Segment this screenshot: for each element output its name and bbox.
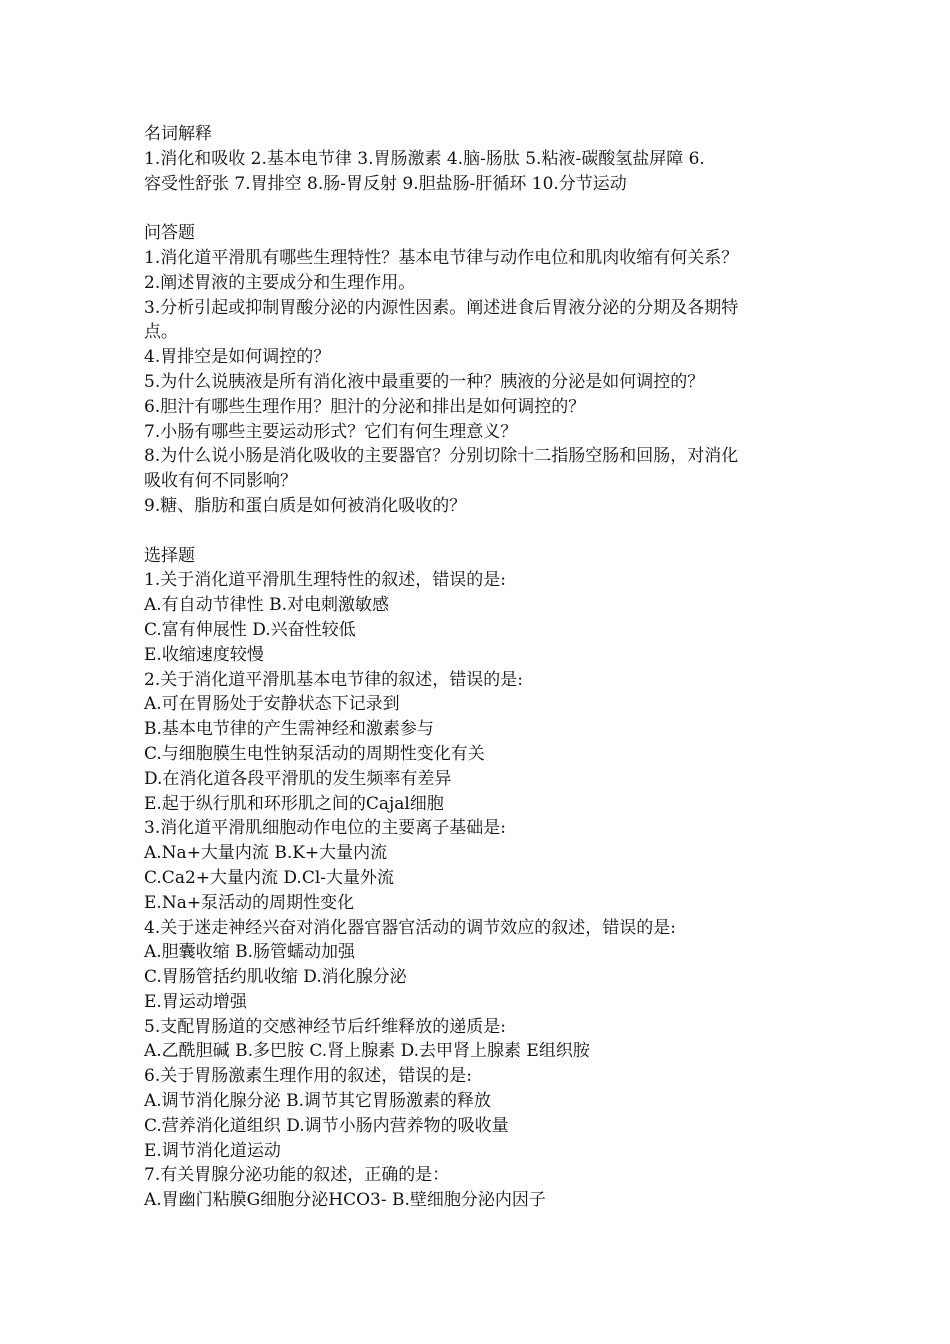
- choice-line: 3.消化道平滑肌细胞动作电位的主要离子基础是:: [144, 818, 506, 839]
- section-questions: [144, 221, 824, 519]
- choice-line: E.胃运动增强: [144, 991, 247, 1012]
- choice-line: E.起于纵行肌和环形肌之间的Cajal细胞: [144, 793, 444, 814]
- choice-line: E.调节消化道运动: [144, 1140, 281, 1161]
- question-line: 7.小肠有哪些主要运动形式？它们有何生理意义？: [144, 421, 518, 442]
- section-terms: [144, 122, 824, 196]
- question-line: 点。: [144, 322, 178, 343]
- question-line: 2.阐述胃液的主要成分和生理作用。: [144, 272, 416, 293]
- choice-line: A.胃幽门粘膜G细胞分泌HCO3- B.壁细胞分泌内因子: [144, 1190, 546, 1211]
- choice-line: E.Na+泵活动的周期性变化: [144, 892, 355, 913]
- question-line: 9.糖、脂肪和蛋白质是如何被消化吸收的？: [144, 495, 467, 516]
- blank-line: [144, 196, 824, 221]
- choice-line: A.乙酰胆碱 B.多巴胺 C.肾上腺素 D.去甲肾上腺素 E组织胺: [144, 1041, 590, 1062]
- section-choice: [144, 544, 824, 1214]
- blank-line: [144, 519, 824, 544]
- terms-line: 1.消化和吸收 2.基本电节律 3.胃肠激素 4.脑-肠肽 5.粘液-碳酸氢盐屏障 6.: [144, 148, 705, 169]
- question-line: 8.为什么说小肠是消化吸收的主要器官？分别切除十二指肠空肠和回肠，对消化: [144, 446, 739, 467]
- choice-line: 5.支配胃肠道的交感神经节后纤维释放的递质是:: [144, 1016, 506, 1037]
- question-line: 6.胆汁有哪些生理作用？胆汁的分泌和排出是如何调控的？: [144, 396, 586, 417]
- document-page: [144, 122, 824, 1213]
- choice-line: C.营养消化道组织 D.调节小肠内营养物的吸收量: [144, 1115, 509, 1136]
- question-line: 吸收有何不同影响？: [144, 471, 297, 492]
- choice-line: 2.关于消化道平滑肌基本电节律的叙述，错误的是:: [144, 669, 523, 690]
- question-line: 4.胃排空是如何调控的？: [144, 347, 331, 368]
- choice-line: 1.关于消化道平滑肌生理特性的叙述，错误的是:: [144, 570, 506, 591]
- choice-line: 6.关于胃肠激素生理作用的叙述，错误的是:: [144, 1066, 472, 1087]
- choice-line: A.Na+大量内流 B.K+大量内流: [144, 843, 388, 864]
- section-heading: 选择题: [144, 545, 195, 566]
- choice-line: B.基本电节律的产生需神经和激素参与: [144, 719, 434, 740]
- question-line: 1.消化道平滑肌有哪些生理特性？基本电节律与动作电位和肌肉收缩有何关系？: [144, 247, 739, 268]
- choice-line: A.有自动节律性 B.对电刺激敏感: [144, 595, 389, 616]
- section-heading: 问答题: [144, 223, 195, 244]
- question-line: 3.分析引起或抑制胃酸分泌的内源性因素。阐述进食后胃液分泌的分期及各期特: [144, 297, 739, 318]
- choice-line: C.与细胞膜生电性钠泵活动的周期性变化有关: [144, 743, 485, 764]
- question-line: 5.为什么说胰液是所有消化液中最重要的一种？胰液的分泌是如何调控的？: [144, 371, 705, 392]
- choice-line: A.可在胃肠处于安静状态下记录到: [144, 694, 400, 715]
- choice-line: D.在消化道各段平滑肌的发生频率有差异: [144, 768, 452, 789]
- choice-line: C.Ca2+大量内流 D.Cl-大量外流: [144, 867, 395, 888]
- choice-line: A.胆囊收缩 B.肠管蠕动加强: [144, 942, 355, 963]
- choice-line: 4.关于迷走神经兴奋对消化器官器官活动的调节效应的叙述，错误的是:: [144, 917, 676, 938]
- choice-line: C.胃肠管括约肌收缩 D.消化腺分泌: [144, 967, 407, 988]
- choice-line: A.调节消化腺分泌 B.调节其它胃肠激素的释放: [144, 1091, 491, 1112]
- section-heading: 名词解释: [144, 124, 212, 144]
- choice-line: 7.有关胃腺分泌功能的叙述，正确的是：: [144, 1165, 450, 1186]
- terms-line: 容受性舒张 7.胃排空 8.肠-胃反射 9.胆盐肠-肝循环 10.分节运动: [144, 173, 627, 194]
- choice-line: C.富有伸展性 D.兴奋性较低: [144, 619, 356, 640]
- choice-line: E.收缩速度较慢: [144, 644, 264, 665]
